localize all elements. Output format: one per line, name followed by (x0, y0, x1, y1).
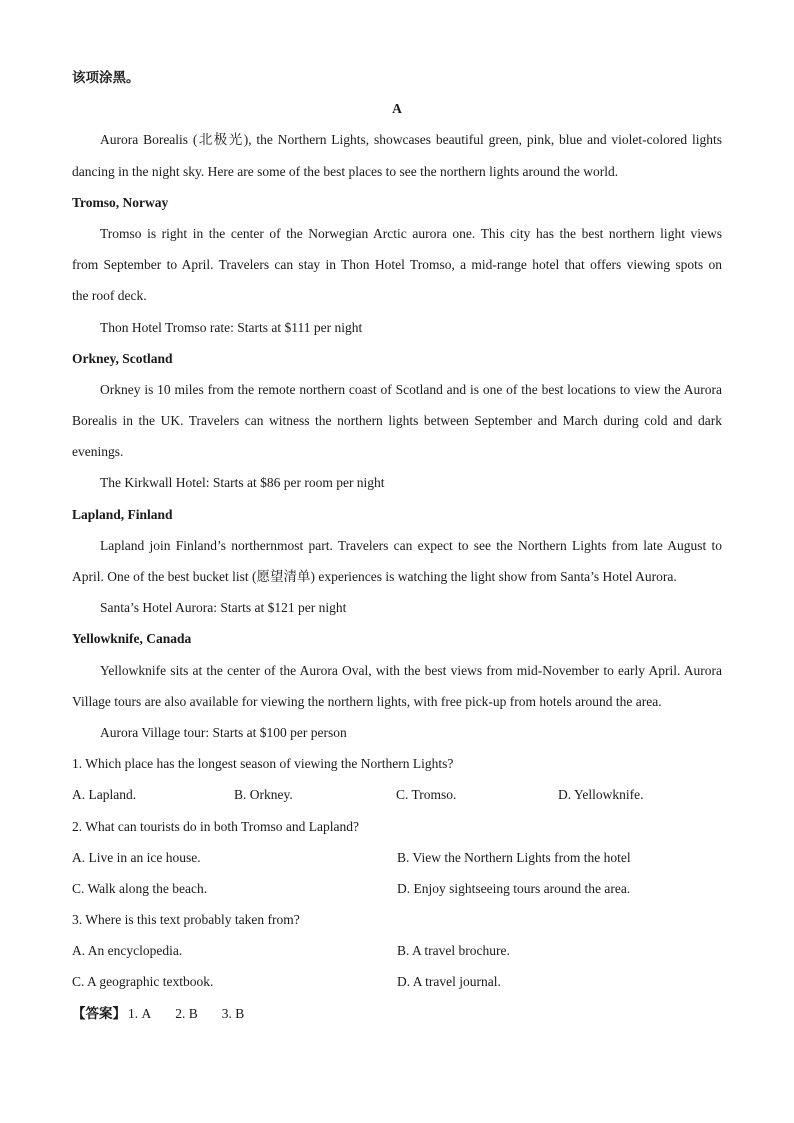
option-b: B. View the Northern Lights from the hotel (397, 849, 631, 865)
place-body-line: Village tours are also available for viewing the northern lights, with free pick-up from hotels around the area. (72, 693, 662, 709)
option-b: B. Orkney. (234, 787, 293, 803)
place-section-lapland (72, 499, 722, 624)
question-stem: 1. Which place has the longest season of viewing the Northern Lights? (72, 756, 454, 772)
place-body-line: Yellowknife sits at the center of the Aurora Oval, with the best views from mid-November to early April. Aurora (100, 662, 722, 678)
place-body-line: Orkney is 10 miles from the remote northern coast of Scotland and is one of the best locations to view the Aurora (100, 381, 722, 397)
answer-line (72, 998, 722, 1029)
place-rate: Santa’s Hotel Aurora: Starts at $121 per night (100, 600, 347, 616)
option-d: D. Enjoy sightseeing tours around the area. (397, 880, 631, 896)
section-letter: A (392, 101, 402, 117)
place-section-yellowknife (72, 623, 722, 748)
question-options-row (72, 873, 722, 904)
option-c: C. A geographic textbook. (72, 974, 214, 990)
header-note: 该项涂黑。 (72, 70, 140, 85)
answer-item: 2. B (175, 1005, 198, 1021)
question-options-row (72, 935, 722, 966)
option-a: A. Live in an ice house. (72, 849, 201, 865)
question-1 (72, 748, 722, 810)
answer-label: 【答案】 (72, 1005, 126, 1021)
place-rate: Aurora Village tour: Starts at $100 per person (100, 724, 347, 740)
option-c: C. Walk along the beach. (72, 880, 208, 896)
place-section-tromso (72, 187, 722, 343)
option-d: D. Yellowknife. (558, 787, 644, 803)
place-heading: Yellowknife, Canada (72, 631, 192, 647)
question-options-row (72, 966, 722, 997)
answer-item: 1. A (128, 1005, 152, 1021)
place-body-line: the roof deck. (72, 288, 147, 304)
place-heading: Lapland, Finland (72, 506, 173, 522)
intro-line: dancing in the night sky. Here are some of the best places to see the northern lights around the world. (72, 163, 619, 179)
place-body-line: Borealis in the UK. Travelers can witness the northern lights between September and March during cold and dark (72, 413, 722, 429)
place-rate: The Kirkwall Hotel: Starts at $86 per room per night (100, 475, 385, 491)
place-rate: Thon Hotel Tromso rate: Starts at $111 per night (100, 319, 363, 335)
option-b: B. A travel brochure. (397, 943, 510, 959)
option-a: A. An encyclopedia. (72, 943, 183, 959)
document-page (72, 62, 722, 1029)
place-body-line: Tromso is right in the center of the Norwegian Arctic aurora one. This city has the best northern light views (100, 225, 722, 241)
intro-line: Aurora Borealis (北极光), the Northern Lights, showcases beautiful green, pink, blue and violet-colored lights (100, 132, 722, 148)
question-options-row (72, 842, 722, 873)
place-body-line: Lapland join Finland’s northernmost part. Travelers can expect to see the Northern Lights from late August to (100, 537, 722, 553)
option-a: A. Lapland. (72, 787, 137, 803)
place-body-line: from September to April. Travelers can stay in Thon Hotel Tromso, a mid-range hotel that offers viewing spots on (72, 257, 722, 273)
question-stem: 2. What can tourists do in both Tromso and Lapland? (72, 818, 359, 834)
question-stem: 3. Where is this text probably taken from? (72, 912, 300, 928)
place-heading: Tromso, Norway (72, 194, 169, 210)
intro-paragraph (72, 124, 722, 186)
question-options (72, 779, 722, 810)
question-3 (72, 904, 722, 998)
place-body-line: evenings. (72, 444, 124, 460)
answer-item: 3. B (221, 1005, 245, 1021)
option-d: D. A travel journal. (397, 974, 501, 990)
question-2 (72, 811, 722, 905)
place-body-line: April. One of the best bucket list (愿望清单) experiences is watching the light show from Santa’s Hotel Aurora. (72, 569, 677, 584)
option-c: C. Tromso. (396, 787, 457, 803)
place-section-orkney (72, 343, 722, 499)
place-heading: Orkney, Scotland (72, 350, 173, 366)
